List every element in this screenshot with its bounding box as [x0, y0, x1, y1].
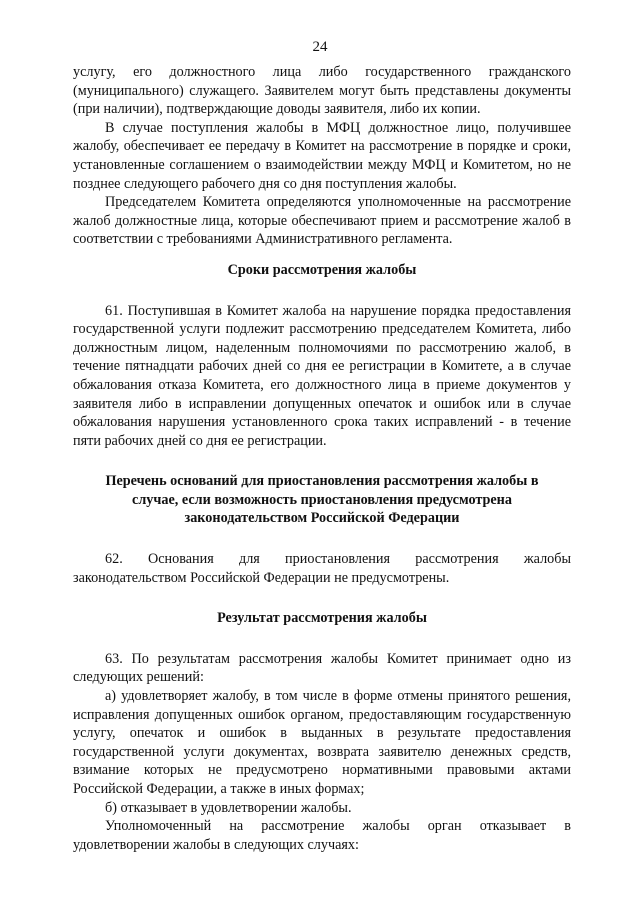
paragraph-refusal-cases: Уполномоченный на рассмотрение жалобы орган отказывает в удовлетворении жалобы в следующих случаях:	[73, 818, 571, 853]
paragraph-62: 62. Основания для приостановления рассмотрения жалобы законодательством Российской Федерации не предусмотрены.	[73, 551, 571, 586]
spacer	[73, 528, 571, 550]
paragraph-61: 61. Поступившая в Комитет жалоба на нарушение порядка предоставления государственной услуги подлежит рассмотрению председателем Комитета, либо должностным лицом, наделенным полномочиями по рассмотрению жалоб, в течение пятнадцати рабочих дней со дня ее регистрации в Комитете, а в случае обжалования отказа Комитета, его должностного лица в приеме документов у заявителя либо в исправлении допущенных опечаток и ошибок или в случае обжалования нарушения установленного срока таких исправлений - в течение пяти рабочих дней со дня ее регистрации.	[73, 302, 571, 449]
paragraph-63-a: а) удовлетворяет жалобу, в том числе в форме отмены принятого решения, исправления допущенных ошибок органом, предоставляющим государственную услугу, опечаток и ошибок в выданных в результате предоставления государственной услуги документах, возврата заявителю денежных средств, взимание которых не предусмотрено нормативными правовыми актами Российской Федерации, а также в иных формах;	[73, 688, 571, 797]
heading-suspension-grounds-line1: Перечень оснований для приостановления рассмотрения жалобы в	[105, 473, 539, 490]
spacer	[73, 450, 571, 472]
heading-review-terms: Сроки рассмотрения жалобы	[227, 261, 417, 278]
paragraph-63-b: б) отказывает в удовлетворении жалобы.	[105, 799, 352, 816]
page-content	[73, 63, 571, 854]
heading-review-result: Результат рассмотрения жалобы	[217, 610, 427, 627]
paragraph-authorized-officials: Председателем Комитета определяются уполномоченные на рассмотрение жалоб должностные лица, которые обеспечивают прием и рассмотрение жалоб в соответствии с требованиями Административного регламента.	[73, 194, 571, 248]
heading-suspension-grounds-line3: законодательством Российской Федерации	[184, 510, 460, 527]
paragraph-complaint-documents: услугу, его должностного лица либо государственного гражданского (муниципального) служащего. Заявителем могут быть представлены документы (при наличии), подтверждающие доводы заявителя, либо их копии.	[73, 64, 571, 118]
spacer	[73, 628, 571, 650]
spacer	[73, 280, 571, 302]
paragraph-mfc-transfer: В случае поступления жалобы в МФЦ должностное лицо, получившее жалобу, обеспечивает ее передачу в Комитет на рассмотрение в порядке и сроки, установленные соглашением о взаимодействии между МФЦ и Комитетом, но не позднее следующего рабочего дня со дня поступления жалобы.	[73, 119, 571, 192]
spacer	[73, 249, 571, 261]
page-number: 24	[312, 39, 328, 55]
heading-suspension-grounds-line2: случае, если возможность приостановления предусмотрена	[132, 491, 512, 508]
spacer	[73, 587, 571, 609]
paragraph-63: 63. По результатам рассмотрения жалобы Комитет принимает одно из следующих решений:	[73, 650, 571, 686]
